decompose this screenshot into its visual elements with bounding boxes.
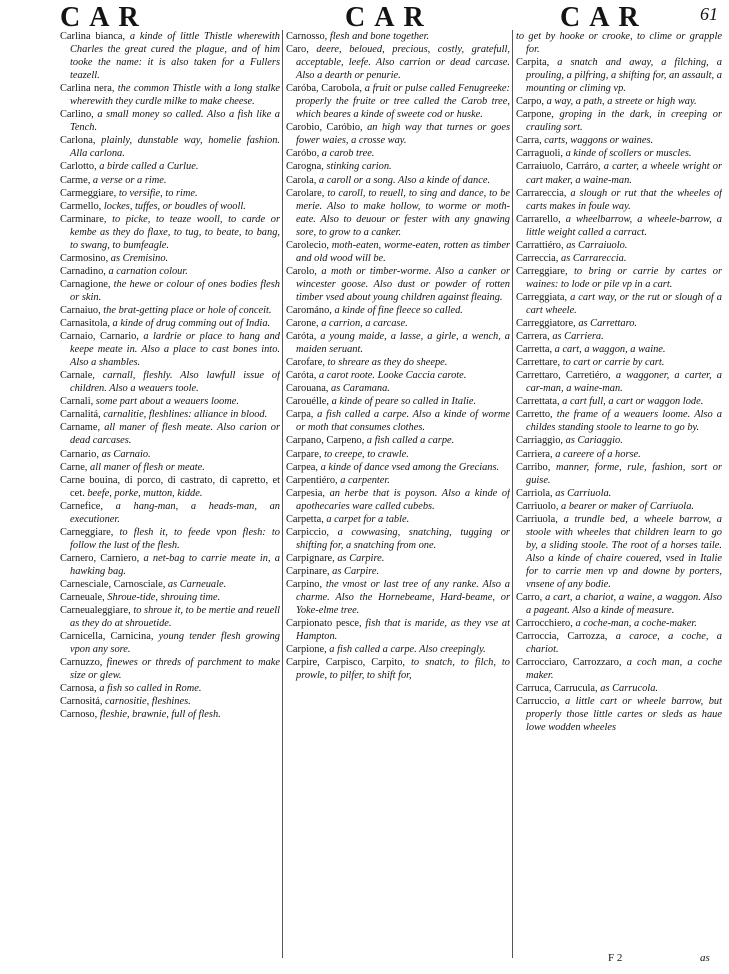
dictionary-entry bbox=[286, 304, 510, 317]
entry-definition: a carnation colour. bbox=[108, 265, 188, 277]
entry-headword: Carnosa, bbox=[60, 683, 100, 695]
dictionary-entry bbox=[516, 434, 722, 447]
dictionary-entry bbox=[286, 369, 510, 382]
entry-definition: a kinde of drug comming out of India. bbox=[112, 318, 271, 330]
column-divider bbox=[282, 30, 283, 958]
entry-definition: a kinde of little Thistle wherewith Charles the great cured the plague, and of him tooke the name: it is also taken for a Fullers teazell. bbox=[70, 31, 280, 82]
dictionary-entry bbox=[286, 643, 510, 656]
entry-definition: a kinde of fine fleece so called. bbox=[334, 304, 463, 316]
entry-headword: Carpire, Carpisco, Carpito, bbox=[286, 657, 412, 669]
entry-headword: Carpione, bbox=[286, 644, 330, 656]
entry-headword: Carpano, Carpeno, bbox=[286, 435, 367, 447]
entry-headword: Carrocchiero, bbox=[516, 618, 576, 630]
entry-headword: Carreggiare, bbox=[516, 265, 575, 277]
dictionary-entry bbox=[286, 474, 510, 487]
dictionary-entry bbox=[60, 317, 280, 330]
entry-headword: Carriola, bbox=[516, 487, 556, 499]
entry-headword: Carlino, bbox=[60, 109, 98, 121]
entry-headword: Carreggiata, bbox=[516, 291, 571, 303]
entry-headword: Carnali, bbox=[60, 396, 96, 408]
entry-headword: Carolecio, bbox=[286, 239, 332, 251]
entry-headword: Carnasitola, bbox=[60, 318, 113, 330]
dictionary-entry bbox=[516, 513, 722, 591]
entry-headword: Carruca, Carrucula, bbox=[516, 683, 601, 695]
dictionary-entry bbox=[286, 578, 510, 617]
dictionary-entry bbox=[516, 682, 722, 695]
entry-definition: a young maide, a lasse, a girle, a wench, a maiden seruant. bbox=[296, 331, 510, 356]
dictionary-entry bbox=[60, 500, 280, 526]
entry-definition: a cowwasing, snatching, tugging or shifting for, a snatching from one. bbox=[296, 526, 510, 551]
entry-definition: flesh and bone together. bbox=[329, 31, 430, 42]
entry-headword: Carriaggio, bbox=[516, 435, 566, 447]
entry-definition: to caroll, to reuell, to sing and dance, to be merie. Also to make hollow, to worme or moth-eate. Also to deuour or fester with any gnawing sore, to grow to a canker. bbox=[296, 187, 510, 238]
dictionary-entry bbox=[516, 591, 722, 617]
entry-definition: finewes or threds of parchment to make size or glew. bbox=[70, 657, 280, 682]
entry-headword: Carriuolo, bbox=[516, 500, 562, 512]
entry-definition: a hang-man, a heads-man, an executioner. bbox=[70, 500, 280, 525]
entry-definition: a cart full, a cart or waggon lode. bbox=[562, 396, 704, 408]
dictionary-entry bbox=[286, 526, 510, 552]
entry-definition: the frame of a weauers loome. Also a childes standing stoole to learne to go by. bbox=[526, 409, 722, 434]
dictionary-entry bbox=[60, 134, 280, 160]
entry-definition: to picke, to teaze wooll, to carde or kembe as they do flaxe, to tug, to beate, to bang, to swang, to bumfeagle. bbox=[70, 213, 280, 251]
entry-headword: Carneualeggiare, bbox=[60, 605, 134, 617]
entry-headword: Carretta, bbox=[516, 344, 555, 356]
entry-headword: Carpetta, bbox=[286, 513, 327, 525]
entry-definition: a little cart or wheele barrow, but properly those little cartes or sleds as haue lowe wodden wheeles bbox=[526, 696, 722, 734]
dictionary-entry bbox=[516, 160, 722, 186]
dictionary-entry bbox=[60, 160, 280, 173]
entry-headword: Carpare, bbox=[286, 448, 325, 460]
dictionary-entry bbox=[516, 695, 722, 734]
entry-headword: Carro, bbox=[516, 592, 546, 604]
entry-headword: Carminare, bbox=[60, 213, 113, 225]
entry-definition: the brat-getting place or hole of conceit. bbox=[103, 304, 272, 316]
entry-headword: Carra, bbox=[516, 135, 545, 147]
entry-definition: to shroue it, to be mertie and reuell as they do at shrouetide. bbox=[70, 605, 280, 630]
dictionary-entry bbox=[286, 30, 510, 43]
dictionary-entry bbox=[516, 291, 722, 317]
entry-definition: a carpenter. bbox=[340, 474, 390, 486]
entry-headword: Carone, bbox=[286, 318, 322, 330]
dictionary-entry bbox=[286, 317, 510, 330]
entry-headword: Carnoso, bbox=[60, 709, 100, 721]
entry-headword: Carribo, bbox=[516, 461, 556, 473]
column-left bbox=[60, 30, 280, 958]
column-right bbox=[516, 30, 722, 958]
entry-headword: Carraguoli, bbox=[516, 148, 566, 160]
entry-headword: Carreccia, bbox=[516, 252, 561, 264]
entry-headword: Carrettaro, Carretiéro, bbox=[516, 370, 616, 382]
dictionary-entry bbox=[60, 708, 280, 721]
entry-definition: fish that is maride, as they vse at Hampton. bbox=[296, 618, 510, 643]
entry-definition: to cart or carrie by cart. bbox=[562, 357, 665, 369]
entry-definition: as Cremisino. bbox=[110, 252, 169, 264]
entry-definition: a careere of a horse. bbox=[555, 448, 641, 460]
entry-definition: lockes, tuffes, or boudles of wooll. bbox=[103, 200, 246, 212]
entry-headword: Carolare, bbox=[286, 187, 328, 199]
entry-definition: to bring or carrie by cartes or waines: to lode or pile vp in a cart. bbox=[526, 265, 722, 290]
entry-headword: Caróta, bbox=[286, 331, 321, 343]
entry-definition: a kinde of peare so called in Italie. bbox=[331, 396, 477, 408]
dictionary-entry bbox=[286, 434, 510, 447]
entry-headword: Carreggiatore, bbox=[516, 318, 579, 330]
entry-headword: Carola, bbox=[286, 174, 319, 186]
entry-headword: Carnaio, Carnario, bbox=[60, 331, 144, 343]
entry-headword: Carpone, bbox=[516, 109, 560, 121]
entry-headword: Caróta, bbox=[286, 370, 319, 382]
entry-headword: Caro, bbox=[286, 44, 317, 56]
dictionary-entry bbox=[60, 408, 280, 421]
dictionary-entry bbox=[286, 487, 510, 513]
entry-headword: Carme, bbox=[60, 174, 93, 186]
entry-headword: Carriera, bbox=[516, 448, 556, 460]
dictionary-entry bbox=[60, 108, 280, 134]
entry-definition: as Cariaggio. bbox=[565, 435, 623, 447]
entry-headword: Carne, bbox=[60, 461, 91, 473]
dictionary-entry bbox=[286, 395, 510, 408]
dictionary-entry bbox=[286, 43, 510, 82]
entry-headword: Carrattiéro, bbox=[516, 239, 567, 251]
entry-definition: deere, beloued, precious, costly, gratefull, acceptable, leefe. Also carrion or dead carcase. Also a dearth or penurie. bbox=[296, 44, 510, 82]
dictionary-entry bbox=[516, 448, 722, 461]
entry-definition: a cart, a chariot, a waine, a waggon. Also a pageant. Also a kinde of measure. bbox=[526, 592, 722, 617]
running-head-left: CAR bbox=[60, 2, 148, 33]
entry-definition: a carter, a wheele wright or cart maker, a waine-man. bbox=[526, 161, 722, 186]
dictionary-entry bbox=[286, 461, 510, 474]
entry-definition: carnalitie, fleshlines: alliance in blood. bbox=[103, 409, 268, 421]
entry-definition: a coche-man, a coche-maker. bbox=[575, 618, 697, 630]
entry-definition: a kinde of dance vsed among the Grecians. bbox=[320, 461, 500, 473]
entry-headword: Carrocciaro, Carrozzaro, bbox=[516, 657, 627, 669]
entry-definition: a small money so called. Also a fish like a Tench. bbox=[70, 109, 280, 134]
signature-mark: F 2 bbox=[608, 952, 623, 964]
column-middle bbox=[286, 30, 510, 958]
dictionary-entry bbox=[516, 108, 722, 134]
entry-headword: Carretto, bbox=[516, 409, 557, 421]
dictionary-entry bbox=[286, 513, 510, 526]
dictionary-entry bbox=[516, 408, 722, 434]
entry-definition: the common Thistle with a long stalke wherewith they curdle milke to make cheese. bbox=[70, 83, 280, 108]
entry-headword: Carnagione, bbox=[60, 278, 114, 290]
dictionary-entry bbox=[286, 448, 510, 461]
entry-headword: Carrera, bbox=[516, 331, 553, 343]
entry-definition: a fish called a carpe. Also creepingly. bbox=[329, 644, 486, 656]
entry-headword: Carraiuolo, Carráro, bbox=[516, 161, 604, 173]
dictionary-entry bbox=[286, 330, 510, 356]
dictionary-entry bbox=[516, 617, 722, 630]
entry-headword: Carnalitá, bbox=[60, 409, 104, 421]
dictionary-entry bbox=[286, 160, 510, 173]
dictionary-entry bbox=[60, 656, 280, 682]
entry-definition: all maner of flesh meate. Also carion or dead carcases. bbox=[70, 422, 280, 447]
running-head-right: CAR bbox=[560, 2, 648, 33]
entry-definition: a carpet for a table. bbox=[326, 513, 410, 525]
dictionary-entry bbox=[516, 147, 722, 160]
entry-headword: Carlona, bbox=[60, 135, 102, 147]
entry-definition: carts, waggons or waines. bbox=[544, 135, 654, 147]
entry-headword: Carpino, bbox=[286, 578, 326, 590]
dictionary-entry bbox=[286, 408, 510, 434]
entry-definition: as Carpire. bbox=[337, 552, 385, 564]
dictionary-entry bbox=[516, 317, 722, 330]
entry-headword: Carpa, bbox=[286, 409, 318, 421]
entry-definition: a lardrie or place to hang and keepe meate in. Also a place to cast bones into. Also a shambles. bbox=[70, 331, 280, 369]
entry-definition: as Caramana. bbox=[331, 383, 390, 395]
entry-headword: Carnesciale, Carnosciale, bbox=[60, 578, 168, 590]
dictionary-entry bbox=[286, 565, 510, 578]
entry-definition: a kinde of scollers or muscles. bbox=[565, 148, 692, 160]
entry-definition: as Carpire. bbox=[332, 565, 380, 577]
dictionary-entry bbox=[516, 461, 722, 487]
entry-headword: Carnaiuo, bbox=[60, 304, 104, 316]
entry-definition: a slough or rut that the wheeles of carts makes in foule way. bbox=[526, 187, 722, 212]
entry-definition: a trundle bed, a wheele barrow, a stoole with wheeles that children learn to go by, a sliding stoole. The root of a horses taile. Also a kinde of chaire couered, vsed in Italie for to carrie men vp and downe by porters, vnsene of any bodie. bbox=[526, 513, 722, 590]
entry-definition: as Carrettaro. bbox=[578, 318, 638, 330]
entry-definition: as Carnaio. bbox=[101, 448, 151, 460]
entry-definition: a fruit or pulse called Fenugreeke: properly the fruite or tree called the Carob tree, which beares a kinde of sweete cod or huske. bbox=[296, 83, 510, 121]
entry-definition: to creepe, to crawle. bbox=[324, 448, 409, 460]
entry-definition: to snatch, to filch, to prowle, to pilfer, to shift for, bbox=[296, 657, 510, 682]
entry-headword: Carneggiare, bbox=[60, 526, 120, 538]
entry-headword: Carroccia, Carrozza, bbox=[516, 631, 616, 643]
entry-definition: some part about a weauers loome. bbox=[95, 396, 239, 408]
dictionary-entry bbox=[60, 174, 280, 187]
entry-headword: Carnero, Carniero, bbox=[60, 552, 144, 564]
entry-definition: manner, forme, rule, fashion, sort or guise. bbox=[526, 461, 722, 486]
entry-definition: stinking carion. bbox=[326, 161, 392, 173]
entry-headword: Carpentiéro, bbox=[286, 474, 341, 486]
entry-definition: to versifie, to rime. bbox=[118, 187, 198, 199]
dictionary-entry bbox=[60, 474, 280, 500]
entry-headword: Carriuola, bbox=[516, 513, 564, 525]
dictionary-entry bbox=[516, 630, 722, 656]
entry-headword: Carruccio, bbox=[516, 696, 565, 708]
entry-definition: a birde called a Curlue. bbox=[99, 161, 199, 173]
entry-headword: Carname, bbox=[60, 422, 105, 434]
entry-headword: Carnositá, bbox=[60, 696, 106, 708]
entry-headword: Carmosino, bbox=[60, 252, 111, 264]
entry-headword: Carmello, bbox=[60, 200, 104, 212]
dictionary-entry bbox=[60, 369, 280, 395]
dictionary-entry bbox=[60, 187, 280, 200]
entry-headword: Carnicella, Carnicina, bbox=[60, 631, 159, 643]
entry-definition: carnall, fleshly. Also lawfull issue of children. Also a weauers toole. bbox=[70, 370, 280, 395]
dictionary-entry bbox=[286, 382, 510, 395]
entry-headword: Carpiccio, bbox=[286, 526, 338, 538]
dictionary-entry bbox=[60, 682, 280, 695]
entry-headword: Carneuale, bbox=[60, 592, 108, 604]
entry-headword: Carnefice, bbox=[60, 500, 116, 512]
entry-definition: the hewe or colour of ones bodies flesh or skin. bbox=[70, 278, 280, 303]
entry-definition: a carot roote. Looke Caccia carote. bbox=[318, 370, 467, 382]
entry-headword: Carofare, bbox=[286, 357, 328, 369]
dictionary-entry bbox=[60, 526, 280, 552]
entry-headword: Carománo, bbox=[286, 304, 335, 316]
dictionary-entry bbox=[60, 395, 280, 408]
entry-definition: fleshie, brawnie, full of flesh. bbox=[99, 709, 221, 721]
dictionary-entry bbox=[60, 265, 280, 278]
entry-headword: Carpignare, bbox=[286, 552, 338, 564]
entry-headword: Carlina nera, bbox=[60, 83, 118, 95]
entry-definition: to get by hooke or crooke, to clime or grapple for. bbox=[516, 31, 722, 56]
dictionary-entry bbox=[516, 30, 722, 56]
dictionary-entry bbox=[516, 487, 722, 500]
entry-definition: a cart, a waggon, a waine. bbox=[554, 344, 666, 356]
entry-headword: Carnario, bbox=[60, 448, 102, 460]
dictionary-entry bbox=[286, 356, 510, 369]
dictionary-entry bbox=[60, 448, 280, 461]
dictionary-entry bbox=[60, 252, 280, 265]
dictionary-entry bbox=[516, 343, 722, 356]
dictionary-entry bbox=[60, 630, 280, 656]
dictionary-entry bbox=[286, 617, 510, 643]
dictionary-entry bbox=[516, 356, 722, 369]
dictionary-entry bbox=[516, 252, 722, 265]
entry-definition: plainly, dunstable way, homelie fashion. Alla carlona. bbox=[70, 135, 280, 160]
entry-definition: a fish so called in Rome. bbox=[99, 683, 202, 695]
entry-definition: as Carneuale. bbox=[167, 578, 227, 590]
entry-headword: Carouana, bbox=[286, 383, 332, 395]
entry-definition: a coch man, a coche maker. bbox=[526, 657, 722, 682]
entry-definition: a cart way, or the rut or slough of a cart wheele. bbox=[526, 291, 722, 316]
dictionary-entry bbox=[60, 200, 280, 213]
entry-definition: an herbe that is poyson. Also a kinde of apothecaries ware called cubebs. bbox=[296, 487, 510, 512]
dictionary-entry bbox=[516, 395, 722, 408]
dictionary-entry bbox=[60, 421, 280, 447]
dictionary-entry bbox=[516, 656, 722, 682]
entry-definition: a way, a path, a streete or high way. bbox=[546, 96, 697, 108]
entry-definition: as Carriuola. bbox=[555, 487, 612, 499]
entry-headword: Carmeggiare, bbox=[60, 187, 119, 199]
dictionary-entry bbox=[516, 500, 722, 513]
entry-definition: a fish called a carpe. bbox=[366, 435, 455, 447]
entry-definition: a net-bag to carrie meate in, a hawking bag. bbox=[70, 552, 280, 577]
entry-definition: carnositie, fleshines. bbox=[105, 696, 191, 708]
entry-definition: to flesh it, to feede vpon flesh: to follow the lust of the flesh. bbox=[70, 526, 280, 551]
entry-definition: a caroll or a song. Also a kinde of dance. bbox=[318, 174, 491, 186]
entry-definition: as Carraiuolo. bbox=[566, 239, 628, 251]
entry-headword: Carpionato pesce, bbox=[286, 618, 366, 630]
entry-headword: Carrettare, bbox=[516, 357, 563, 369]
dictionary-entry bbox=[60, 552, 280, 578]
entry-headword: Carlotto, bbox=[60, 161, 100, 173]
entry-definition: beefe, porke, mutton, kidde. bbox=[87, 487, 203, 499]
dictionary-entry bbox=[60, 330, 280, 369]
dictionary-entry bbox=[286, 187, 510, 239]
dictionary-entry bbox=[60, 578, 280, 591]
entry-headword: Carobio, Caróbio, bbox=[286, 122, 368, 134]
entry-headword: Carrareccia, bbox=[516, 187, 571, 199]
running-head-center: CAR bbox=[345, 2, 433, 33]
dictionary-entry bbox=[60, 461, 280, 474]
dictionary-entry bbox=[516, 134, 722, 147]
entry-definition: to shreare as they do sheepe. bbox=[327, 357, 448, 369]
entry-definition: moth-eaten, worme-eaten, rotten as timber and old wood will be. bbox=[296, 239, 510, 264]
page-number: 61 bbox=[700, 4, 718, 24]
entry-definition: a carrion, a carcase. bbox=[321, 318, 408, 330]
entry-headword: Caróbo, bbox=[286, 148, 322, 160]
entry-definition: all maner of flesh or meate. bbox=[90, 461, 205, 473]
dictionary-entry bbox=[516, 213, 722, 239]
dictionary-entry bbox=[286, 174, 510, 187]
entry-definition: a snatch and away, a filching, a prouling, a pilfring, a shifting for, an assault, a mounting or climing vp. bbox=[526, 57, 722, 95]
dictionary-entry bbox=[286, 82, 510, 121]
catchword: as bbox=[700, 952, 710, 964]
dictionary-entry bbox=[60, 591, 280, 604]
entry-headword: Carogna, bbox=[286, 161, 327, 173]
dictionary-entry bbox=[60, 82, 280, 108]
entry-headword: Carpinare, bbox=[286, 565, 333, 577]
dictionary-entry bbox=[516, 187, 722, 213]
dictionary-entry bbox=[286, 265, 510, 304]
entry-definition: a wheelbarrow, a wheele-barrow, a little weight called a carract. bbox=[526, 213, 722, 238]
dictionary-entry bbox=[516, 56, 722, 95]
entry-headword: Carolo, bbox=[286, 265, 322, 277]
entry-headword: Carpita, bbox=[516, 57, 558, 69]
entry-headword: Carouélle, bbox=[286, 396, 332, 408]
entry-headword: Carrarello, bbox=[516, 213, 566, 225]
dictionary-entry bbox=[60, 304, 280, 317]
dictionary-entry bbox=[516, 95, 722, 108]
entry-headword: Carne bouina, di porco, di castrato, di capretto, et cet. bbox=[60, 474, 280, 499]
entry-definition: as Carrareccia. bbox=[561, 252, 627, 264]
dictionary-entry bbox=[60, 30, 280, 82]
dictionary-entry bbox=[60, 213, 280, 252]
entry-definition: as Carriera. bbox=[552, 331, 604, 343]
entry-definition: as Carrucola. bbox=[600, 683, 658, 695]
entry-headword: Carpesia, bbox=[286, 487, 330, 499]
entry-definition: a bearer or maker of Carriuola. bbox=[561, 500, 694, 512]
dictionary-entry bbox=[286, 239, 510, 265]
entry-headword: Carpea, bbox=[286, 461, 321, 473]
dictionary-entry bbox=[286, 147, 510, 160]
column-divider bbox=[512, 30, 513, 958]
entry-headword: Carnadino, bbox=[60, 265, 109, 277]
entry-definition: young tender flesh growing vpon any sore. bbox=[70, 631, 280, 656]
dictionary-entry bbox=[516, 265, 722, 291]
entry-definition: a fish called a carpe. Also a kinde of worme or moth that consumes clothes. bbox=[296, 409, 510, 434]
entry-headword: Carpo, bbox=[516, 96, 547, 108]
entry-headword: Carlina bianca, bbox=[60, 31, 130, 42]
entry-definition: an high way that turnes or goes fower waies, a crosse way. bbox=[296, 122, 510, 147]
dictionary-entry bbox=[286, 656, 510, 682]
dictionary-entry bbox=[516, 239, 722, 252]
dictionary-entry bbox=[60, 695, 280, 708]
entry-definition: groping in the dark, in creeping or crauling sort. bbox=[526, 109, 722, 134]
entry-headword: Carrettata, bbox=[516, 396, 563, 408]
entry-headword: Carnale, bbox=[60, 370, 103, 382]
entry-definition: Shroue-tide, shrouing time. bbox=[107, 592, 221, 604]
entry-definition: a carob tree. bbox=[321, 148, 375, 160]
entry-headword: Carnosso, bbox=[286, 31, 330, 42]
entry-headword: Carnuzzo, bbox=[60, 657, 107, 669]
dictionary-entry bbox=[60, 604, 280, 630]
dictionary-entry bbox=[516, 369, 722, 395]
entry-definition: a waggoner, a carter, a car-man, a waine-man. bbox=[526, 370, 722, 395]
dictionary-entry bbox=[60, 278, 280, 304]
entry-definition: a caroce, a coche, a chariot. bbox=[526, 631, 722, 656]
entry-headword: Caróba, Carobola, bbox=[286, 83, 365, 95]
entry-definition: a verse or a rime. bbox=[92, 174, 167, 186]
dictionary-entry bbox=[516, 330, 722, 343]
dictionary-entry bbox=[286, 552, 510, 565]
dictionary-entry bbox=[286, 121, 510, 147]
entry-definition: the vmost or last tree of any ranke. Also a charme. Also the Hornebeame, Hard-beame, or Yoke-elme tree. bbox=[296, 578, 510, 617]
entry-definition: a moth or timber-worme. Also a canker or wincester goose. Also dust or powder of rotten timber vsed about young children against fleaing. bbox=[296, 265, 510, 303]
